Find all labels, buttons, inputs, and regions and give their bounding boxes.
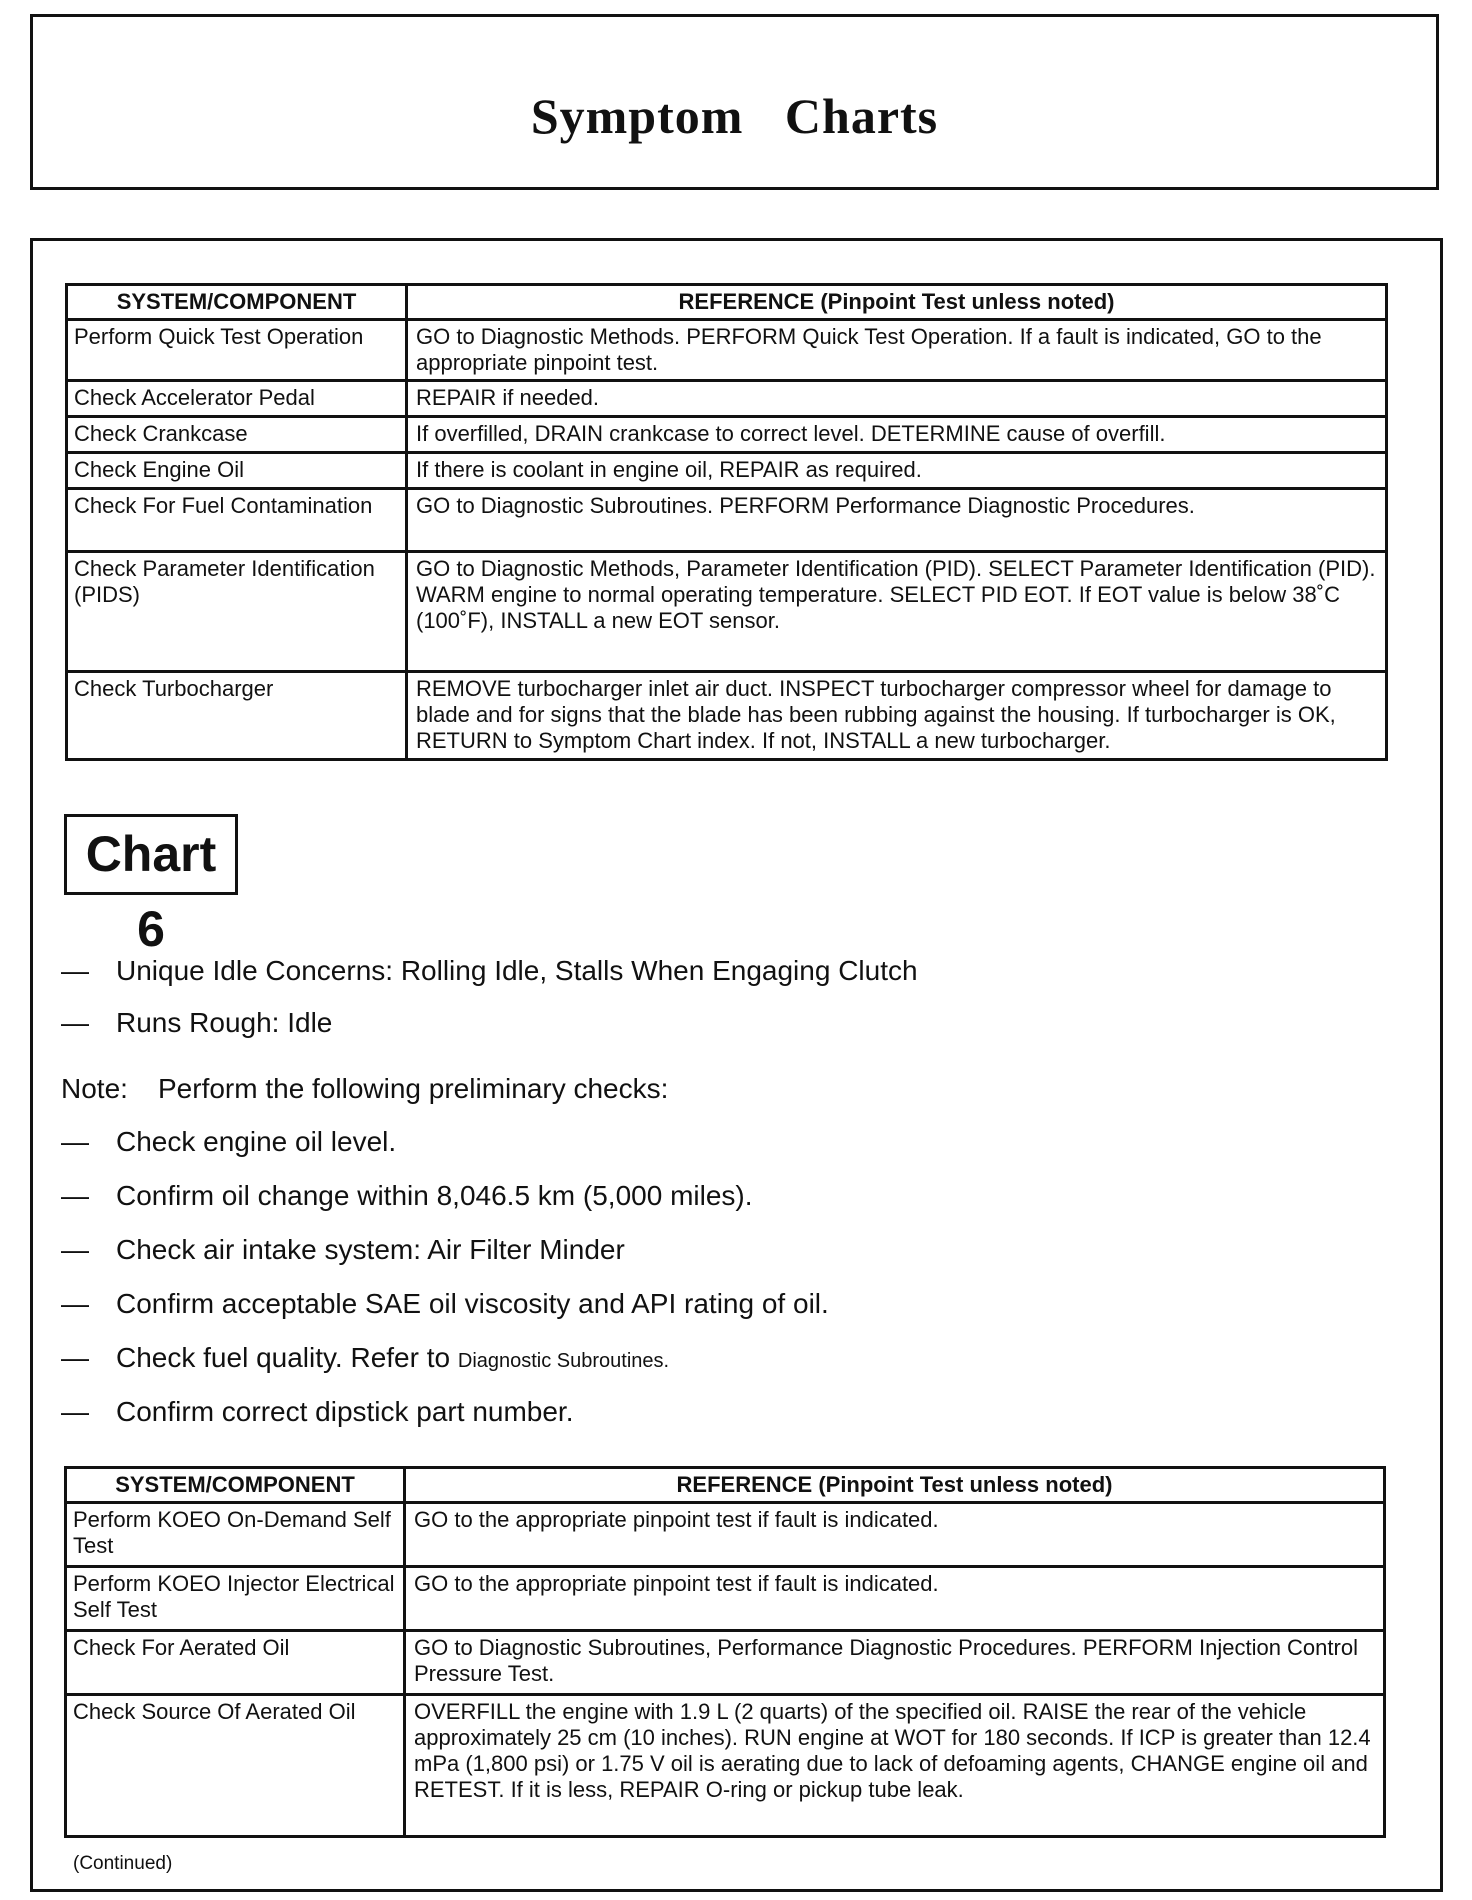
reference-cell: REMOVE turbocharger inlet air duct. INSPECT turbocharger compressor wheel for damage to blade and for signs that the blade has been rubbing against the housing. If turbocharger is OK, RETURN to Symptom Chart index. If not, INSTALL a new turbocharger. <box>407 672 1387 760</box>
check-text: Check engine oil level. <box>116 1126 397 1157</box>
dash-marker: — <box>61 1342 89 1373</box>
table-row <box>66 1567 1385 1631</box>
check-text: Check fuel quality. Refer to <box>116 1342 458 1373</box>
reference-cell: If overfilled, DRAIN crankcase to correct level. DETERMINE cause of overfill. <box>407 417 1387 453</box>
symptom-text: Unique Idle Concerns: Rolling Idle, Stalls When Engaging Clutch <box>116 955 918 986</box>
system-cell: Check Source Of Aerated Oil <box>66 1695 405 1837</box>
table-row <box>67 381 1387 417</box>
check-text: Check air intake system: Air Filter Minder <box>116 1234 625 1265</box>
system-cell: Perform Quick Test Operation <box>67 320 407 381</box>
table-header-row <box>66 1468 1385 1503</box>
table-row <box>66 1631 1385 1695</box>
note-label: Note: <box>61 1073 128 1104</box>
table-row <box>66 1695 1385 1837</box>
dash-marker: — <box>61 955 89 986</box>
reference-cell: If there is coolant in engine oil, REPAIR as required. <box>407 453 1387 489</box>
content-box <box>30 238 1443 1892</box>
system-cell: Check For Fuel Contamination <box>67 489 407 552</box>
table-row <box>67 453 1387 489</box>
system-cell: Perform KOEO Injector Electrical Self Test <box>66 1567 405 1631</box>
reference-table-1 <box>65 283 1388 761</box>
note <box>61 1072 668 1106</box>
table-row <box>67 552 1387 672</box>
table-row <box>67 489 1387 552</box>
table-header-row <box>67 285 1387 320</box>
system-cell: Check Accelerator Pedal <box>67 381 407 417</box>
note-text: Perform the following preliminary checks: <box>158 1073 669 1104</box>
table-row <box>67 672 1387 760</box>
symptom-text: Runs Rough: Idle <box>116 1007 333 1038</box>
system-cell: Perform KOEO On-Demand Self Test <box>66 1503 405 1567</box>
system-cell: Check Engine Oil <box>67 453 407 489</box>
dash-marker: — <box>61 1234 89 1265</box>
page-title: Symptom Charts <box>530 88 939 144</box>
reference-cell: GO to Diagnostic Methods, Parameter Identification (PID). SELECT Parameter Identification (PID). WARM engine to normal operating temperature. SELECT PID EOT. If EOT value is below 38˚C (100˚F), INSTALL a new EOT sensor. <box>407 552 1387 672</box>
table-row <box>67 417 1387 453</box>
column-header-reference: REFERENCE (Pinpoint Test unless noted) <box>407 285 1387 320</box>
dash-marker: — <box>61 1007 89 1038</box>
column-header-reference: REFERENCE (Pinpoint Test unless noted) <box>405 1468 1385 1503</box>
dash-marker: — <box>61 1396 89 1427</box>
reference-cell: GO to Diagnostic Methods. PERFORM Quick Test Operation. If a fault is indicated, GO to the appropriate pinpoint test. <box>407 320 1387 381</box>
system-cell: Check Crankcase <box>67 417 407 453</box>
table-row <box>66 1503 1385 1567</box>
dash-marker: — <box>61 1180 89 1211</box>
check-text: Confirm acceptable SAE oil viscosity and API rating of oil. <box>116 1288 829 1319</box>
dash-marker: — <box>61 1126 89 1157</box>
chart-number-label: Chart 6 <box>64 814 238 895</box>
system-cell: Check Parameter Identification (PIDS) <box>67 552 407 672</box>
continued-note: (Continued) <box>73 1853 173 1874</box>
column-header-system: SYSTEM/COMPONENT <box>67 285 407 320</box>
system-cell: Check For Aerated Oil <box>66 1631 405 1695</box>
reference-cell: GO to the appropriate pinpoint test if fault is indicated. <box>405 1503 1385 1567</box>
system-cell: Check Turbocharger <box>67 672 407 760</box>
check-text: Confirm oil change within 8,046.5 km (5,000 miles). <box>116 1180 753 1211</box>
dash-marker: — <box>61 1288 89 1319</box>
reference-table-2 <box>64 1466 1386 1838</box>
table-row <box>67 320 1387 381</box>
reference-cell: GO to Diagnostic Subroutines, Performance Diagnostic Procedures. PERFORM Injection Control Pressure Test. <box>405 1631 1385 1695</box>
reference-link: Diagnostic Subroutines. <box>457 1350 670 1372</box>
reference-cell: OVERFILL the engine with 1.9 L (2 quarts) of the specified oil. RAISE the rear of the vehicle approximately 25 cm (10 inches). RUN engine at WOT for 180 seconds. If ICP is greater than 12.4 mPa (1,800 psi) or 1.75 V oil is aerating due to lack of defoaming agents, CHANGE engine oil and RETEST. If it is less, REPAIR O-ring or pickup tube leak. <box>405 1695 1385 1837</box>
reference-cell: GO to Diagnostic Subroutines. PERFORM Performance Diagnostic Procedures. <box>407 489 1387 552</box>
column-header-system: SYSTEM/COMPONENT <box>66 1468 405 1503</box>
title-box <box>30 14 1439 190</box>
reference-cell: REPAIR if needed. <box>407 381 1387 417</box>
check-text: Confirm correct dipstick part number. <box>116 1396 574 1427</box>
reference-cell: GO to the appropriate pinpoint test if fault is indicated. <box>405 1567 1385 1631</box>
check-text-with-reference <box>116 1341 669 1378</box>
